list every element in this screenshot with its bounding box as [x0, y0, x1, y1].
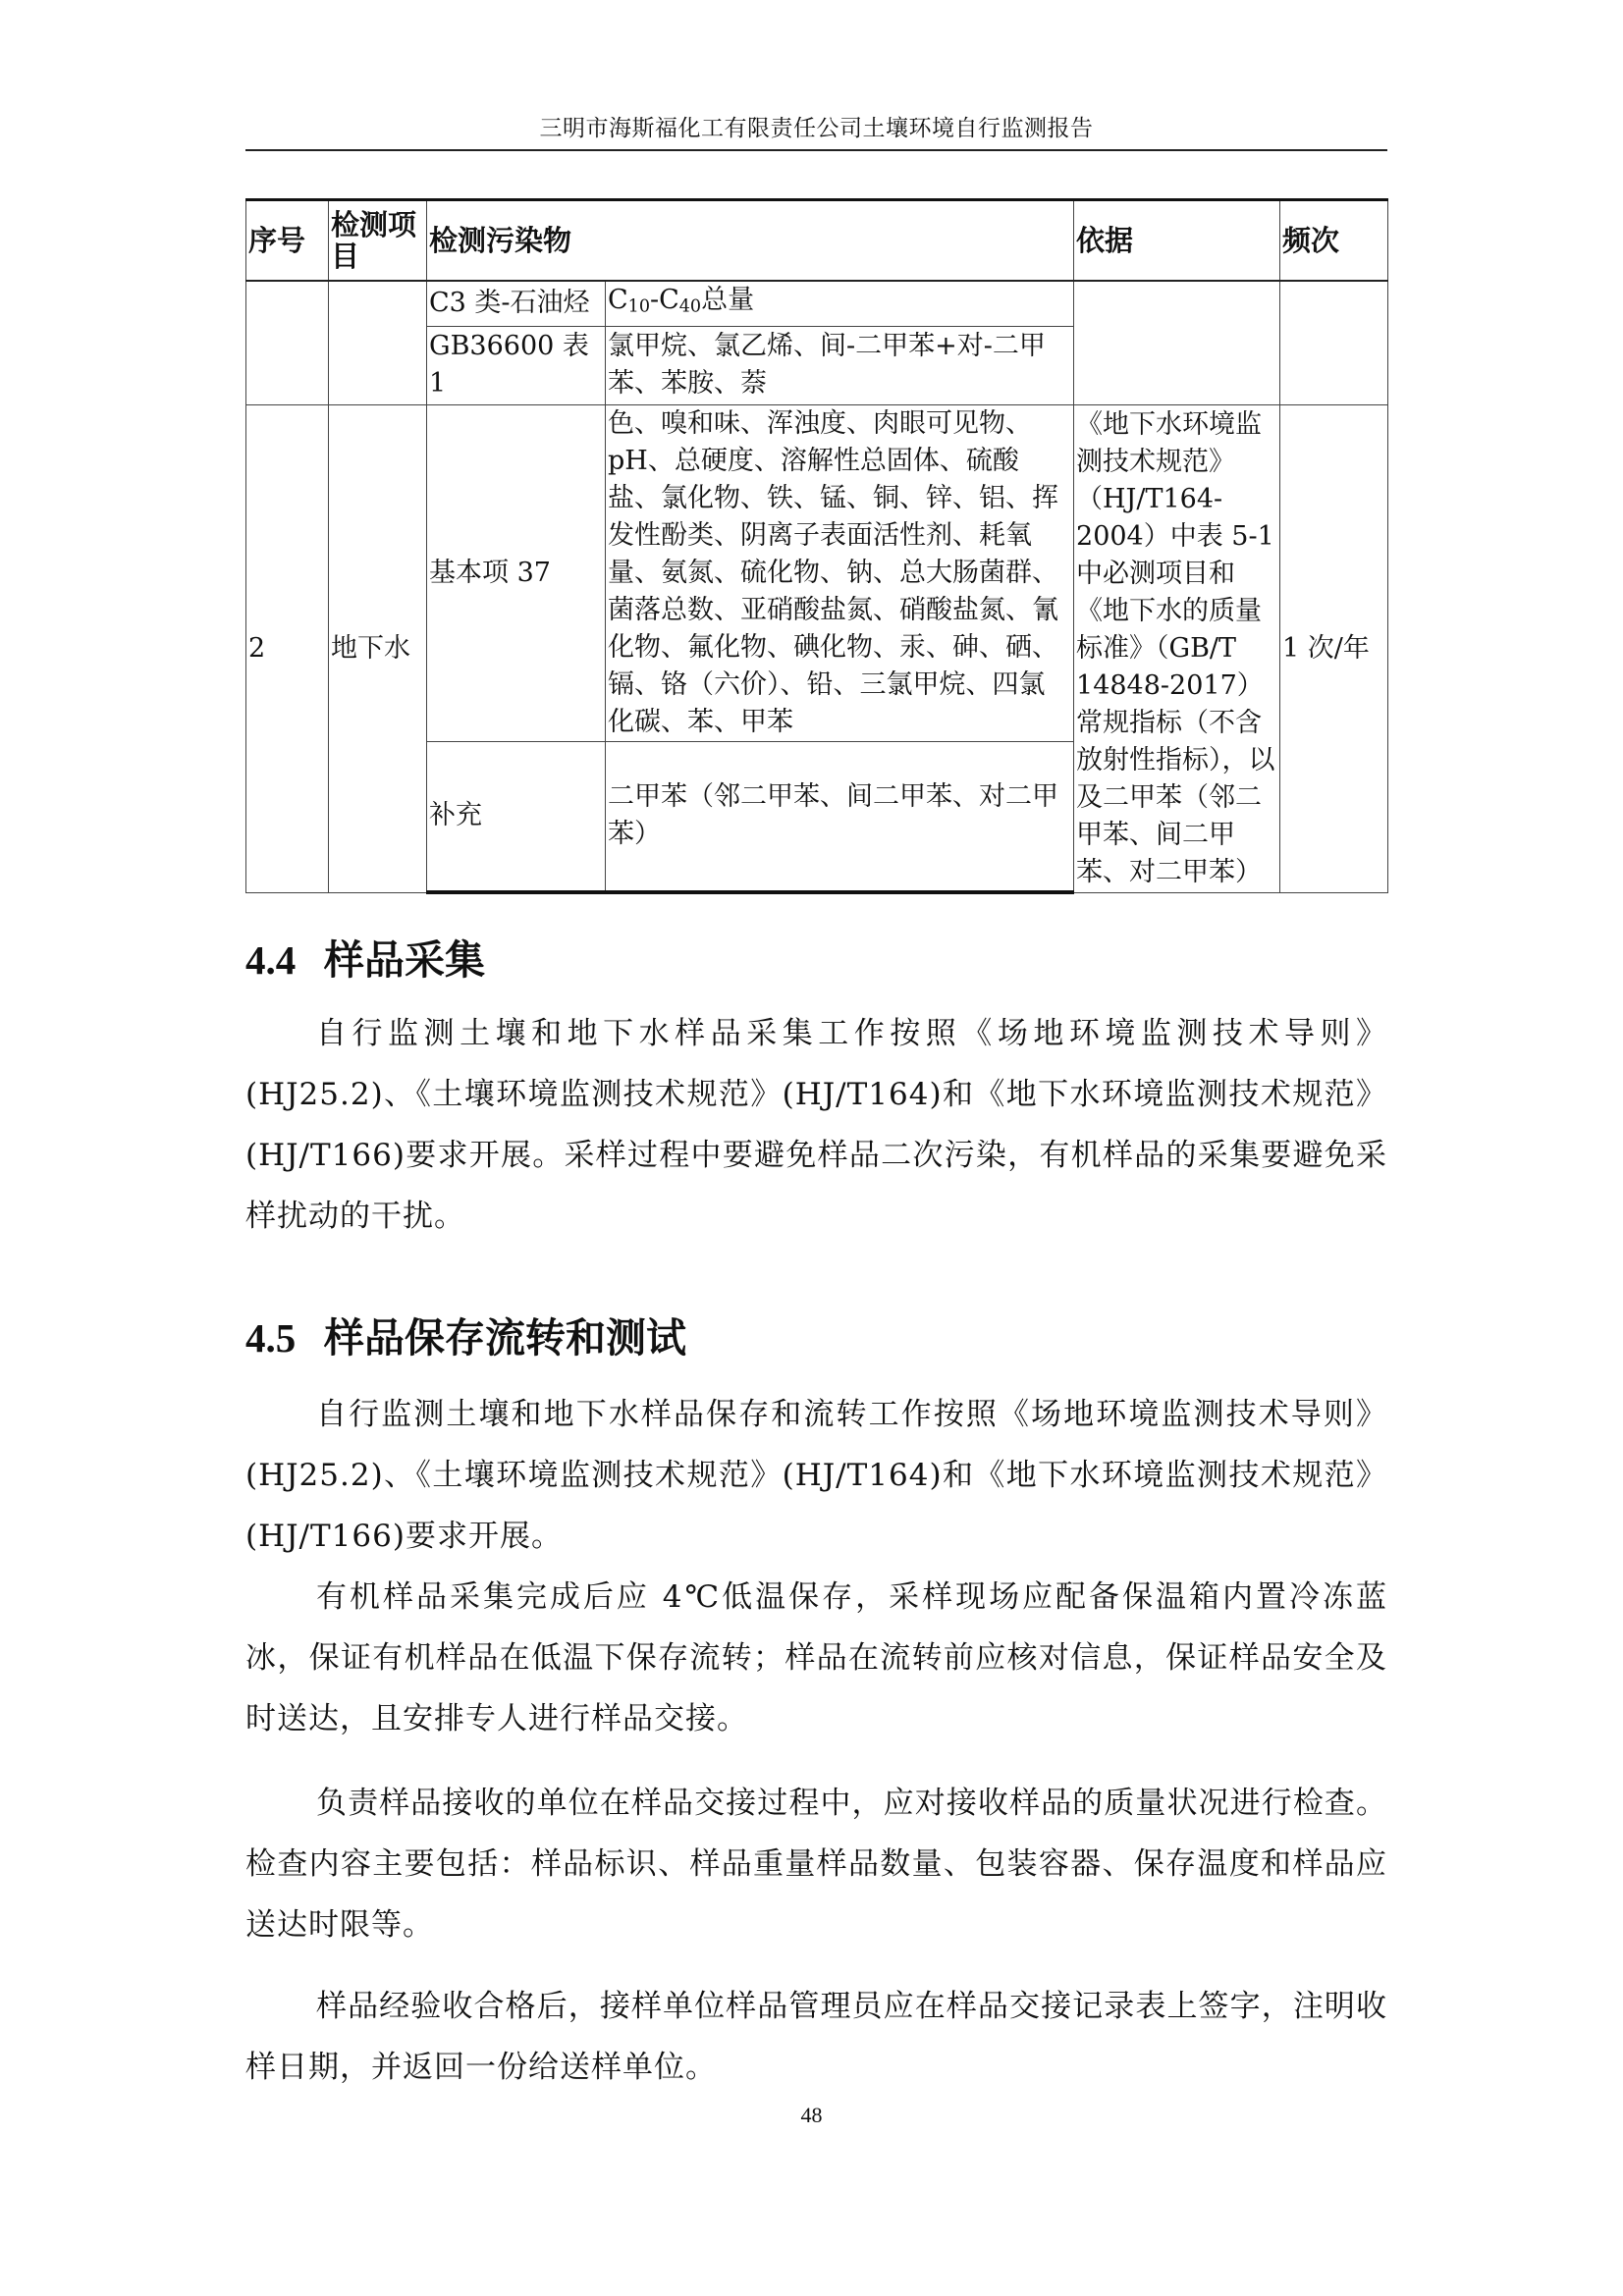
paragraph: 自行监测土壤和地下水样品采集工作按照《场地环境监测技术导则》(HJ25.2)、《土壤环境监测技术规范》(HJ/T164)和《地下水环境监测技术规范》(HJ/T166)要求开展。采样过程中要避免样品二次污染，有机样品的采集要避免采样扰动的干扰。: [245, 1016, 1387, 1234]
cell-pollutant: 二甲苯（邻二甲苯、间二甲苯、对二甲苯）: [606, 741, 1074, 892]
table-header-row: [246, 200, 1388, 282]
header-cell-no: 序号: [246, 200, 329, 282]
header-rule: [245, 149, 1387, 151]
cell-basis: 《地下水环境监测技术规范》（HJ/T164-2004）中表 5-1 中必测项目和《地下水的质量标准》（GB/T 14848-2017）常规指标（不含放射性指标），以及二甲苯（邻二甲苯、间二甲苯、对二甲苯）: [1074, 404, 1280, 892]
cell-freq-empty: [1280, 281, 1388, 404]
cell-pollutant: 氯甲烷、氯乙烯、间-二甲苯+对-二甲苯、苯胺、萘: [606, 326, 1074, 404]
paragraph: 负责样品接收的单位在样品交接过程中，应对接收样品的质量状况进行检查。检查内容主要包括：样品标识、样品重量样品数量、包装容器、保存温度和样品应送达时限等。: [245, 1786, 1387, 1943]
section-heading-4-4: [245, 928, 485, 986]
cell-freq: 1 次/年: [1280, 404, 1388, 892]
section-title: 样品保存流转和测试: [324, 1314, 686, 1362]
cell-subtype: C3 类-石油烃: [427, 281, 606, 326]
table-row: [246, 404, 1388, 741]
cell-basis-empty: [1074, 281, 1280, 404]
cell-subtype: GB36600 表 1: [427, 326, 606, 404]
paragraph: 自行监测土壤和地下水样品保存和流转工作按照《场地环境监测技术导则》(HJ25.2)、《土壤环境监测技术规范》(HJ/T164)和《地下水环境监测技术规范》(HJ/T166)要求开展。: [245, 1397, 1387, 1554]
section-number: 4.4: [245, 937, 297, 983]
section-number: 4.5: [245, 1315, 297, 1361]
header-cell-pollutant: 检测污染物: [427, 200, 1074, 282]
header-cell-item: 检测项目: [329, 200, 427, 282]
cell-subtype: 基本项 37: [427, 404, 606, 741]
table-row: [246, 281, 1388, 326]
section-heading-4-5: [245, 1306, 686, 1363]
cell-pollutant: $C_{10}-C_{40}$总量: [606, 281, 1074, 326]
cell-pollutant: 色、嗅和味、浑浊度、肉眼可见物、pH、总硬度、溶解性总固体、硫酸盐、氯化物、铁、锰、铜、锌、铝、挥发性酚类、阴离子表面活性剂、耗氧量、氨氮、硫化物、钠、总大肠菌群、菌落总数、亚硝酸盐氮、硝酸盐氮、氰化物、氟化物、碘化物、汞、砷、硒、镉、铬（六价）、铅、三氯甲烷、四氯化碳、苯、甲苯: [606, 404, 1074, 741]
cell-no-empty: [246, 281, 329, 404]
cell-item: 地下水: [329, 404, 427, 892]
header-cell-basis: 依据: [1074, 200, 1280, 282]
page-header: 三明市海斯福化工有限责任公司土壤环境自行监测报告: [539, 116, 1094, 141]
page-number: 48: [800, 2103, 823, 2127]
cell-subtype: 补充: [427, 741, 606, 892]
monitoring-table: [245, 198, 1388, 894]
section-title: 样品采集: [324, 936, 485, 984]
header-cell-freq: 频次: [1280, 200, 1388, 282]
cell-item-empty: [329, 281, 427, 404]
paragraph: 有机样品采集完成后应 4℃低温保存，采样现场应配备保温箱内置冷冻蓝冰，保证有机样品在低温下保存流转；样品在流转前应核对信息，保证样品安全及时送达，且安排专人进行样品交接。: [245, 1579, 1387, 1736]
paragraph: 样品经验收合格后，接样单位样品管理员应在样品交接记录表上签字，注明收样日期，并返回一份给送样单位。: [245, 1989, 1387, 2085]
cell-no: 2: [246, 404, 329, 892]
